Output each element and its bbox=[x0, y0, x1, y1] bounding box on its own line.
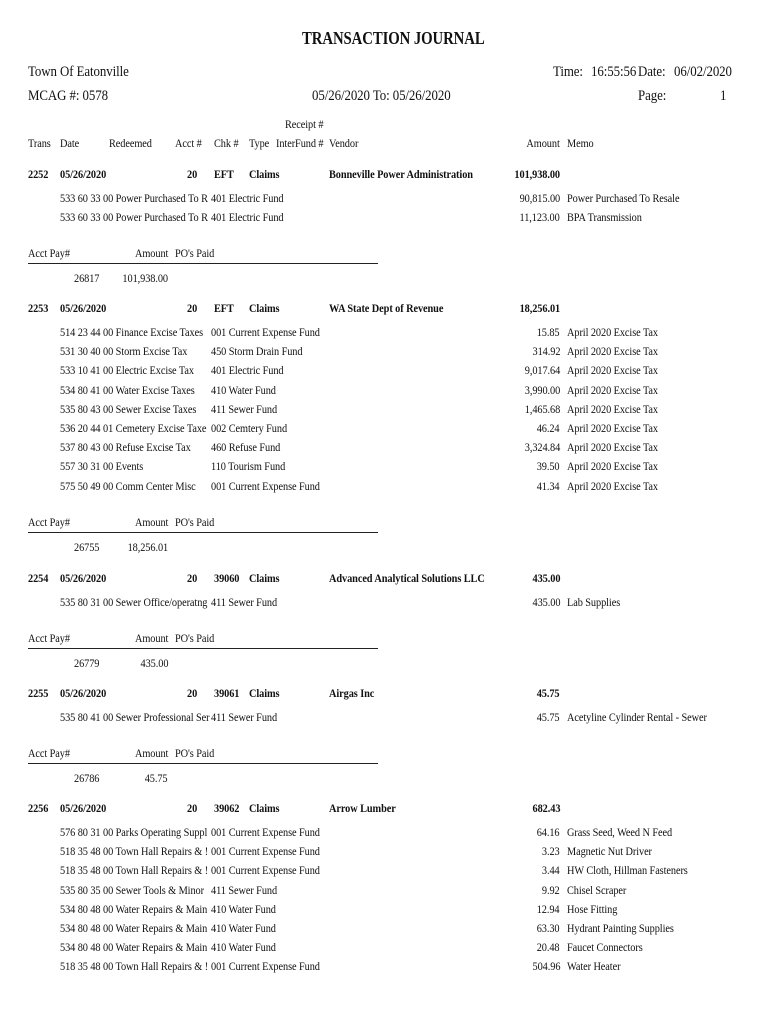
line-memo: April 2020 Excise Tax bbox=[567, 421, 659, 435]
line-amount: 9,017.64 bbox=[524, 363, 560, 378]
date-label: Date: bbox=[638, 64, 666, 80]
line-amount: 3.23 bbox=[542, 844, 560, 859]
acct-number: 20 bbox=[187, 801, 198, 815]
col-redeemed: Redeemed bbox=[109, 136, 152, 150]
acct-number: 20 bbox=[187, 571, 198, 585]
line-amount: 435.00 bbox=[532, 595, 560, 609]
page-label: Page: bbox=[638, 88, 667, 104]
line-memo: April 2020 Excise Tax bbox=[567, 478, 659, 493]
trans-type: Claims bbox=[249, 167, 280, 181]
trans-date: 05/26/2020 bbox=[60, 801, 107, 815]
line-account: 534 80 48 00 Water Repairs & Main bbox=[60, 901, 208, 916]
trans-amount: 45.75 bbox=[537, 686, 560, 700]
line-amount: 3,324.84 bbox=[524, 440, 560, 455]
line-account: 518 35 48 00 Town Hall Repairs & ! bbox=[60, 844, 209, 859]
line-amount: 45.75 bbox=[537, 710, 560, 724]
line-memo: Chisel Scraper bbox=[567, 882, 627, 897]
check-number: EFT bbox=[214, 301, 234, 315]
col-type: Type bbox=[249, 136, 270, 150]
trans-number: 2255 bbox=[28, 686, 49, 700]
section-rule bbox=[28, 532, 378, 533]
line-account: 534 80 48 00 Water Repairs & Main bbox=[60, 940, 208, 955]
col-date: Date bbox=[60, 136, 80, 150]
acct-pay-label: Acct Pay# bbox=[28, 746, 70, 760]
col-trans: Trans bbox=[28, 136, 51, 150]
time-label: Time: bbox=[553, 64, 583, 80]
line-amount: 9.92 bbox=[542, 882, 560, 897]
section-rule bbox=[28, 263, 378, 264]
line-amount: 1,465.68 bbox=[524, 401, 560, 416]
line-fund: 001 Current Expense Fund bbox=[211, 325, 320, 339]
line-memo: Hose Fitting bbox=[567, 901, 618, 916]
footer-amount-label: Amount bbox=[135, 514, 169, 529]
pay-amount: 18,256.01 bbox=[127, 539, 168, 554]
acct-pay-number: 26755 bbox=[74, 539, 100, 554]
line-amount: 90,815.00 bbox=[519, 191, 560, 205]
trans-amount: 18,256.01 bbox=[519, 301, 560, 315]
line-amount: 20.48 bbox=[537, 940, 560, 955]
line-fund: 411 Sewer Fund bbox=[211, 710, 278, 724]
line-amount: 64.16 bbox=[537, 825, 560, 839]
line-amount: 12.94 bbox=[537, 901, 560, 916]
col-memo: Memo bbox=[567, 136, 594, 150]
acct-number: 20 bbox=[187, 686, 198, 700]
pay-amount: 101,938.00 bbox=[122, 271, 168, 286]
pay-amount: 45.75 bbox=[145, 771, 168, 785]
acct-pay-label: Acct Pay# bbox=[28, 246, 70, 261]
line-amount: 504.96 bbox=[532, 959, 560, 974]
line-account: 535 80 31 00 Sewer Office/operatng bbox=[60, 595, 208, 609]
line-account: 536 20 44 01 Cemetery Excise Taxe bbox=[60, 421, 207, 435]
line-fund: 450 Storm Drain Fund bbox=[211, 344, 303, 359]
line-amount: 11,123.00 bbox=[519, 210, 560, 225]
line-fund: 001 Current Expense Fund bbox=[211, 478, 320, 493]
trans-amount: 101,938.00 bbox=[514, 167, 560, 181]
line-memo: April 2020 Excise Tax bbox=[567, 382, 659, 397]
line-fund: 001 Current Expense Fund bbox=[211, 863, 320, 878]
vendor-name: WA State Dept of Revenue bbox=[329, 301, 444, 315]
line-fund: 411 Sewer Fund bbox=[211, 882, 278, 897]
line-account: 533 60 33 00 Power Purchased To R bbox=[60, 191, 208, 205]
trans-date: 05/26/2020 bbox=[60, 686, 107, 700]
date-range: 05/26/2020 To: 05/26/2020 bbox=[312, 88, 451, 104]
section-rule bbox=[28, 648, 378, 649]
line-fund: 410 Water Fund bbox=[211, 921, 276, 935]
trans-date: 05/26/2020 bbox=[60, 167, 107, 181]
footer-amount-label: Amount bbox=[135, 746, 169, 760]
line-amount: 46.24 bbox=[537, 421, 560, 435]
check-number: 39060 bbox=[214, 571, 240, 585]
trans-type: Claims bbox=[249, 801, 280, 815]
check-number: EFT bbox=[214, 167, 234, 181]
col-receipt: Receipt # bbox=[285, 117, 324, 131]
line-fund: 002 Cemtery Fund bbox=[211, 421, 288, 435]
trans-amount: 682.43 bbox=[532, 801, 560, 815]
trans-type: Claims bbox=[249, 301, 280, 315]
acct-pay-label: Acct Pay# bbox=[28, 514, 70, 529]
line-fund: 410 Water Fund bbox=[211, 382, 276, 397]
mcag-number: MCAG #: 0578 bbox=[28, 88, 108, 104]
line-fund: 410 Water Fund bbox=[211, 940, 276, 955]
line-memo: Lab Supplies bbox=[567, 595, 621, 609]
line-memo: Acetyline Cylinder Rental - Sewer bbox=[567, 710, 707, 724]
line-amount: 3.44 bbox=[542, 863, 560, 878]
line-memo: April 2020 Excise Tax bbox=[567, 459, 659, 474]
line-memo: Faucet Connectors bbox=[567, 940, 643, 955]
line-account: 537 80 43 00 Refuse Excise Tax bbox=[60, 440, 191, 455]
line-memo: April 2020 Excise Tax bbox=[567, 344, 659, 359]
page-title: TRANSACTION JOURNAL bbox=[302, 28, 485, 48]
line-memo: BPA Transmission bbox=[567, 210, 642, 225]
line-account: 514 23 44 00 Finance Excise Taxes bbox=[60, 325, 204, 339]
vendor-name: Advanced Analytical Solutions LLC bbox=[329, 571, 485, 585]
line-account: 557 30 31 00 Events bbox=[60, 459, 144, 474]
line-amount: 3,990.00 bbox=[524, 382, 560, 397]
pos-paid-label: PO's Paid bbox=[175, 746, 215, 760]
page-number: 1 bbox=[719, 88, 726, 104]
line-memo: Water Heater bbox=[567, 959, 621, 974]
line-amount: 15.85 bbox=[537, 325, 560, 339]
line-account: 535 80 41 00 Sewer Professional Ser bbox=[60, 710, 210, 724]
section-rule bbox=[28, 763, 378, 764]
date-value: 06/02/2020 bbox=[674, 64, 732, 80]
check-number: 39062 bbox=[214, 801, 240, 815]
line-account: 535 80 43 00 Sewer Excise Taxes bbox=[60, 401, 197, 416]
line-fund: 001 Current Expense Fund bbox=[211, 959, 320, 974]
trans-date: 05/26/2020 bbox=[60, 571, 107, 585]
line-amount: 41.34 bbox=[537, 478, 560, 493]
line-account: 576 80 31 00 Parks Operating Suppl bbox=[60, 825, 208, 839]
org-name: Town Of Eatonville bbox=[28, 64, 129, 80]
line-memo: April 2020 Excise Tax bbox=[567, 401, 659, 416]
line-account: 575 50 49 00 Comm Center Misc bbox=[60, 478, 196, 493]
acct-pay-number: 26786 bbox=[74, 771, 100, 785]
trans-number: 2252 bbox=[28, 167, 49, 181]
footer-amount-label: Amount bbox=[135, 246, 169, 261]
trans-amount: 435.00 bbox=[532, 571, 560, 585]
pos-paid-label: PO's Paid bbox=[175, 514, 215, 529]
pos-paid-label: PO's Paid bbox=[175, 631, 215, 645]
line-fund: 460 Refuse Fund bbox=[211, 440, 281, 455]
line-fund: 110 Tourism Fund bbox=[211, 459, 286, 474]
line-fund: 410 Water Fund bbox=[211, 901, 276, 916]
col-acct: Acct # bbox=[175, 136, 202, 150]
trans-number: 2253 bbox=[28, 301, 49, 315]
col-chk: Chk # bbox=[214, 136, 239, 150]
acct-pay-number: 26817 bbox=[74, 271, 100, 286]
line-amount: 63.30 bbox=[537, 921, 560, 935]
line-amount: 39.50 bbox=[537, 459, 560, 474]
line-memo: Magnetic Nut Driver bbox=[567, 844, 652, 859]
line-account: 518 35 48 00 Town Hall Repairs & ! bbox=[60, 959, 209, 974]
line-fund: 401 Electric Fund bbox=[211, 210, 284, 225]
trans-number: 2256 bbox=[28, 801, 49, 815]
line-memo: Power Purchased To Resale bbox=[567, 191, 680, 205]
trans-type: Claims bbox=[249, 686, 280, 700]
line-fund: 001 Current Expense Fund bbox=[211, 844, 320, 859]
line-memo: April 2020 Excise Tax bbox=[567, 363, 659, 378]
line-memo: Grass Seed, Weed N Feed bbox=[567, 825, 673, 839]
line-memo: Hydrant Painting Supplies bbox=[567, 921, 674, 935]
line-account: 533 10 41 00 Electric Excise Tax bbox=[60, 363, 194, 378]
vendor-name: Airgas Inc bbox=[329, 686, 375, 700]
line-fund: 411 Sewer Fund bbox=[211, 595, 278, 609]
col-vendor: Vendor bbox=[329, 136, 359, 150]
line-account: 531 30 40 00 Storm Excise Tax bbox=[60, 344, 188, 359]
pos-paid-label: PO's Paid bbox=[175, 246, 215, 261]
footer-amount-label: Amount bbox=[135, 631, 169, 645]
line-account: 534 80 48 00 Water Repairs & Main bbox=[60, 921, 208, 935]
col-interfund: InterFund # bbox=[276, 136, 324, 150]
line-account: 518 35 48 00 Town Hall Repairs & ! bbox=[60, 863, 209, 878]
acct-number: 20 bbox=[187, 167, 198, 181]
line-fund: 001 Current Expense Fund bbox=[211, 825, 320, 839]
line-fund: 401 Electric Fund bbox=[211, 191, 284, 205]
line-amount: 314.92 bbox=[532, 344, 560, 359]
line-fund: 401 Electric Fund bbox=[211, 363, 284, 378]
time-value: 16:55:56 bbox=[591, 64, 637, 80]
trans-type: Claims bbox=[249, 571, 280, 585]
acct-pay-number: 26779 bbox=[74, 656, 100, 670]
vendor-name: Arrow Lumber bbox=[329, 801, 396, 815]
line-account: 534 80 41 00 Water Excise Taxes bbox=[60, 382, 195, 397]
trans-date: 05/26/2020 bbox=[60, 301, 107, 315]
line-memo: April 2020 Excise Tax bbox=[567, 325, 659, 339]
col-amount: Amount bbox=[526, 136, 560, 150]
trans-number: 2254 bbox=[28, 571, 49, 585]
line-memo: HW Cloth, Hillman Fasteners bbox=[567, 863, 688, 878]
line-fund: 411 Sewer Fund bbox=[211, 401, 278, 416]
vendor-name: Bonneville Power Administration bbox=[329, 167, 473, 181]
line-memo: April 2020 Excise Tax bbox=[567, 440, 659, 455]
line-account: 533 60 33 00 Power Purchased To R bbox=[60, 210, 208, 225]
line-account: 535 80 35 00 Sewer Tools & Minor bbox=[60, 882, 204, 897]
acct-pay-label: Acct Pay# bbox=[28, 631, 70, 645]
check-number: 39061 bbox=[214, 686, 240, 700]
acct-number: 20 bbox=[187, 301, 198, 315]
pay-amount: 435.00 bbox=[140, 656, 168, 670]
